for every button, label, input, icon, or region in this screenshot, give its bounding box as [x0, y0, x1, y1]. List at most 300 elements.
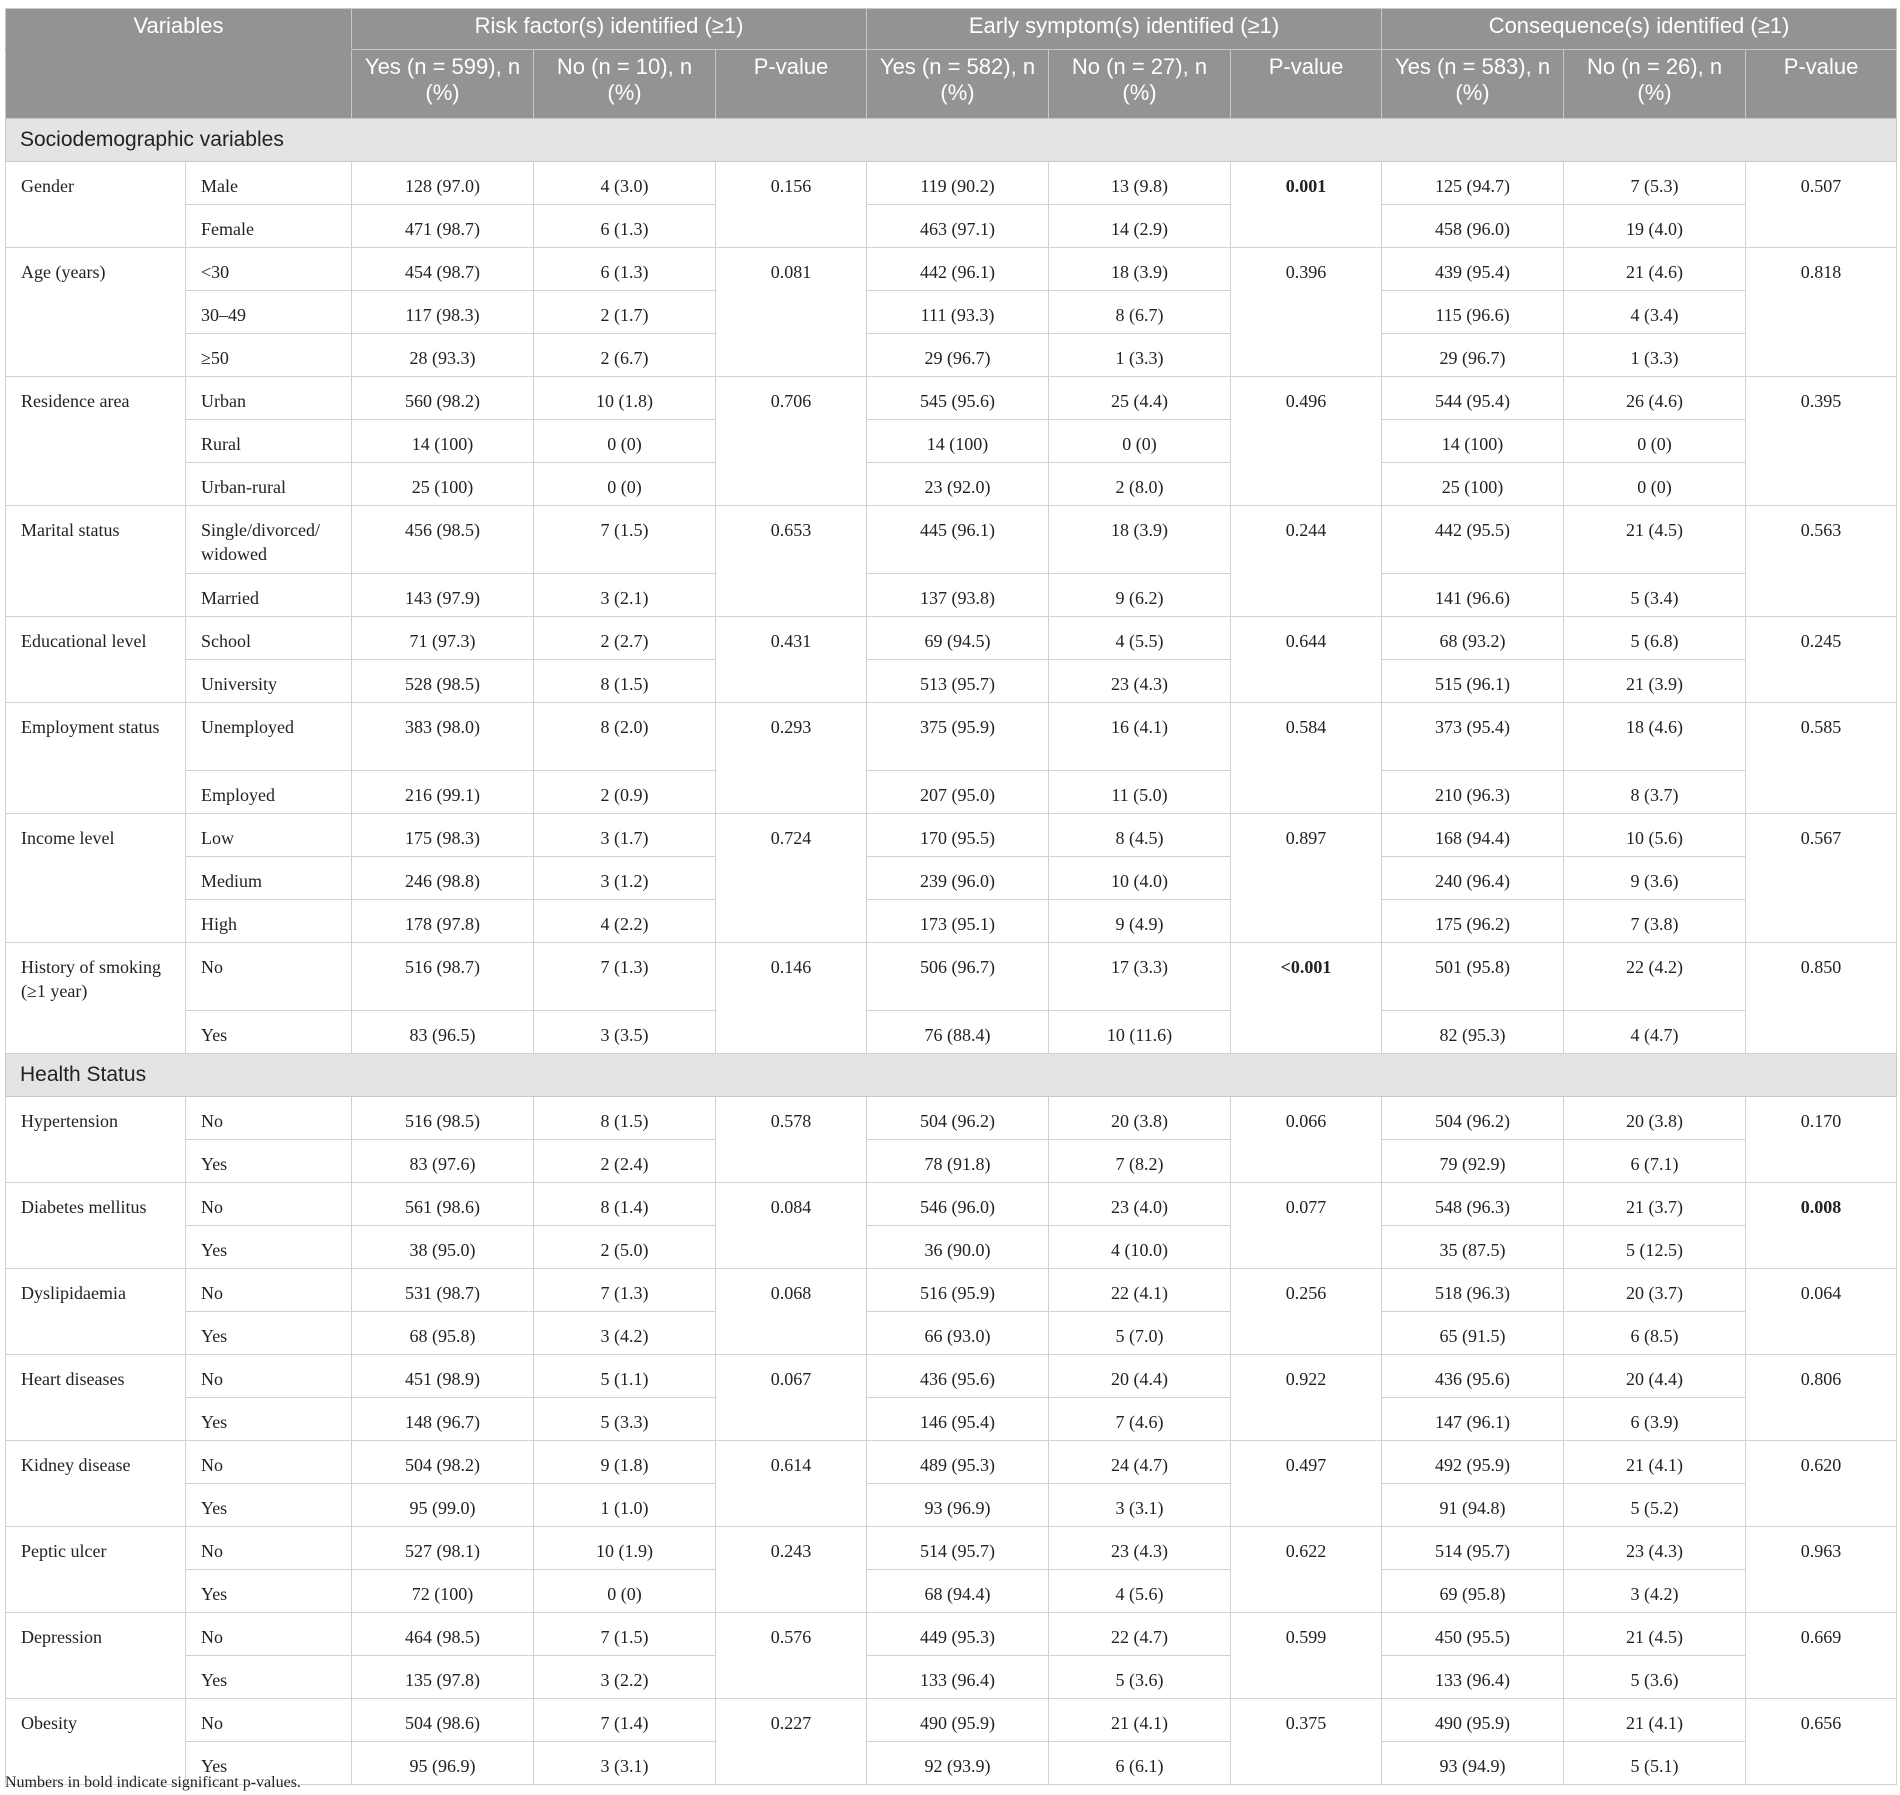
table-row: [6, 660, 1897, 703]
consequence-pvalue: 0.507: [1746, 162, 1897, 248]
subheader-risk-no: No (n = 10), n (%): [534, 50, 716, 119]
consequence-no-value: 21 (4.6): [1564, 248, 1746, 291]
symptom-no-value: 21 (4.1): [1049, 1699, 1231, 1742]
table-row: [6, 1441, 1897, 1484]
table-row: [6, 463, 1897, 506]
symptom-pvalue: 0.375: [1231, 1699, 1382, 1785]
consequence-no-value: 6 (7.1): [1564, 1140, 1746, 1183]
risk-no-value: 6 (1.3): [534, 205, 716, 248]
consequence-yes-value: 492 (95.9): [1382, 1441, 1564, 1484]
category-label: Unemployed: [186, 703, 352, 771]
symptom-yes-value: 239 (96.0): [867, 857, 1049, 900]
symptom-no-value: 11 (5.0): [1049, 771, 1231, 814]
risk-yes-value: 516 (98.5): [352, 1097, 534, 1140]
symptom-yes-value: 68 (94.4): [867, 1570, 1049, 1613]
symptom-no-value: 1 (3.3): [1049, 334, 1231, 377]
consequence-yes-value: 515 (96.1): [1382, 660, 1564, 703]
symptom-yes-value: 119 (90.2): [867, 162, 1049, 205]
symptom-no-value: 24 (4.7): [1049, 1441, 1231, 1484]
consequence-yes-value: 373 (95.4): [1382, 703, 1564, 771]
consequence-yes-value: 240 (96.4): [1382, 857, 1564, 900]
consequence-no-value: 20 (4.4): [1564, 1355, 1746, 1398]
risk-pvalue: 0.431: [716, 617, 867, 703]
header-group-consequences: Consequence(s) identified (≥1): [1382, 9, 1897, 50]
consequence-yes-value: 147 (96.1): [1382, 1398, 1564, 1441]
symptom-yes-value: 545 (95.6): [867, 377, 1049, 420]
symptom-no-value: 3 (3.1): [1049, 1484, 1231, 1527]
category-label: Medium: [186, 857, 352, 900]
symptom-yes-value: 514 (95.7): [867, 1527, 1049, 1570]
category-label: Married: [186, 574, 352, 617]
table-row: [6, 420, 1897, 463]
symptom-yes-value: 137 (93.8): [867, 574, 1049, 617]
category-label: Yes: [186, 1398, 352, 1441]
risk-yes-value: 175 (98.3): [352, 814, 534, 857]
risk-yes-value: 25 (100): [352, 463, 534, 506]
consequence-yes-value: 458 (96.0): [1382, 205, 1564, 248]
consequence-no-value: 5 (6.8): [1564, 617, 1746, 660]
symptom-yes-value: 449 (95.3): [867, 1613, 1049, 1656]
data-table: [5, 8, 1897, 1785]
consequence-no-value: 19 (4.0): [1564, 205, 1746, 248]
risk-no-value: 7 (1.5): [534, 1613, 716, 1656]
symptom-no-value: 9 (4.9): [1049, 900, 1231, 943]
variable-name: Marital status: [6, 506, 186, 617]
risk-yes-value: 527 (98.1): [352, 1527, 534, 1570]
consequence-no-value: 5 (3.4): [1564, 574, 1746, 617]
consequence-no-value: 0 (0): [1564, 420, 1746, 463]
risk-yes-value: 72 (100): [352, 1570, 534, 1613]
variable-name: Residence area: [6, 377, 186, 506]
table-row: [6, 1269, 1897, 1312]
category-label: Yes: [186, 1484, 352, 1527]
symptom-no-value: 22 (4.7): [1049, 1613, 1231, 1656]
risk-yes-value: 454 (98.7): [352, 248, 534, 291]
consequence-yes-value: 35 (87.5): [1382, 1226, 1564, 1269]
risk-pvalue: 0.614: [716, 1441, 867, 1527]
consequence-no-value: 18 (4.6): [1564, 703, 1746, 771]
symptom-no-value: 10 (11.6): [1049, 1011, 1231, 1054]
header-row-groups: [6, 9, 1897, 50]
consequence-pvalue: 0.585: [1746, 703, 1897, 814]
risk-yes-value: 464 (98.5): [352, 1613, 534, 1656]
category-label: University: [186, 660, 352, 703]
consequence-pvalue: 0.563: [1746, 506, 1897, 617]
symptom-no-value: 14 (2.9): [1049, 205, 1231, 248]
risk-no-value: 7 (1.3): [534, 943, 716, 1011]
symptom-no-value: 18 (3.9): [1049, 248, 1231, 291]
symptom-no-value: 22 (4.1): [1049, 1269, 1231, 1312]
risk-no-value: 2 (2.7): [534, 617, 716, 660]
table-row: [6, 1699, 1897, 1742]
symptom-no-value: 2 (8.0): [1049, 463, 1231, 506]
consequence-pvalue: 0.806: [1746, 1355, 1897, 1441]
risk-no-value: 5 (3.3): [534, 1398, 716, 1441]
risk-no-value: 3 (2.2): [534, 1656, 716, 1699]
symptom-pvalue: 0.001: [1231, 162, 1382, 248]
table-row: [6, 1140, 1897, 1183]
symptom-pvalue: 0.922: [1231, 1355, 1382, 1441]
consequence-no-value: 21 (4.5): [1564, 1613, 1746, 1656]
table-row: [6, 574, 1897, 617]
consequence-pvalue: 0.669: [1746, 1613, 1897, 1699]
symptom-yes-value: 29 (96.7): [867, 334, 1049, 377]
risk-no-value: 6 (1.3): [534, 248, 716, 291]
consequence-no-value: 23 (4.3): [1564, 1527, 1746, 1570]
table-row: [6, 1613, 1897, 1656]
risk-yes-value: 471 (98.7): [352, 205, 534, 248]
consequence-no-value: 1 (3.3): [1564, 334, 1746, 377]
table-row: [6, 248, 1897, 291]
consequence-pvalue: 0.850: [1746, 943, 1897, 1054]
risk-no-value: 7 (1.5): [534, 506, 716, 574]
consequence-yes-value: 548 (96.3): [1382, 1183, 1564, 1226]
consequence-pvalue: 0.170: [1746, 1097, 1897, 1183]
risk-no-value: 4 (2.2): [534, 900, 716, 943]
category-label: ≥50: [186, 334, 352, 377]
consequence-yes-value: 29 (96.7): [1382, 334, 1564, 377]
risk-no-value: 10 (1.8): [534, 377, 716, 420]
risk-no-value: 0 (0): [534, 1570, 716, 1613]
category-label: Yes: [186, 1011, 352, 1054]
risk-no-value: 0 (0): [534, 463, 716, 506]
section-row: [6, 119, 1897, 162]
consequence-no-value: 4 (4.7): [1564, 1011, 1746, 1054]
symptom-yes-value: 516 (95.9): [867, 1269, 1049, 1312]
variable-name: Hypertension: [6, 1097, 186, 1183]
risk-yes-value: 14 (100): [352, 420, 534, 463]
table-row: [6, 771, 1897, 814]
risk-no-value: 8 (2.0): [534, 703, 716, 771]
risk-no-value: 5 (1.1): [534, 1355, 716, 1398]
symptom-yes-value: 146 (95.4): [867, 1398, 1049, 1441]
table-row: [6, 334, 1897, 377]
table-row: [6, 1226, 1897, 1269]
consequence-pvalue: 0.395: [1746, 377, 1897, 506]
consequence-yes-value: 82 (95.3): [1382, 1011, 1564, 1054]
table-row: [6, 1398, 1897, 1441]
consequence-yes-value: 490 (95.9): [1382, 1699, 1564, 1742]
consequence-pvalue: 0.567: [1746, 814, 1897, 943]
variable-name: Educational level: [6, 617, 186, 703]
subheader-symptom-pvalue: P-value: [1231, 50, 1382, 119]
category-label: No: [186, 1699, 352, 1742]
symptom-pvalue: 0.497: [1231, 1441, 1382, 1527]
consequence-pvalue: 0.656: [1746, 1699, 1897, 1785]
symptom-no-value: 23 (4.3): [1049, 1527, 1231, 1570]
symptom-yes-value: 207 (95.0): [867, 771, 1049, 814]
table-row: [6, 1011, 1897, 1054]
consequence-pvalue: 0.963: [1746, 1527, 1897, 1613]
risk-yes-value: 143 (97.9): [352, 574, 534, 617]
risk-yes-value: 504 (98.2): [352, 1441, 534, 1484]
symptom-no-value: 23 (4.3): [1049, 660, 1231, 703]
variable-name: Peptic ulcer: [6, 1527, 186, 1613]
variable-name: Obesity: [6, 1699, 186, 1785]
consequence-pvalue: 0.620: [1746, 1441, 1897, 1527]
symptom-no-value: 4 (5.6): [1049, 1570, 1231, 1613]
consequence-yes-value: 65 (91.5): [1382, 1312, 1564, 1355]
subheader-symptom-yes: Yes (n = 582), n (%): [867, 50, 1049, 119]
consequence-pvalue: 0.818: [1746, 248, 1897, 377]
consequence-yes-value: 93 (94.9): [1382, 1742, 1564, 1785]
category-label: Yes: [186, 1742, 352, 1785]
risk-pvalue: 0.067: [716, 1355, 867, 1441]
symptom-pvalue: 0.396: [1231, 248, 1382, 377]
symptom-yes-value: 92 (93.9): [867, 1742, 1049, 1785]
risk-yes-value: 148 (96.7): [352, 1398, 534, 1441]
risk-no-value: 7 (1.3): [534, 1269, 716, 1312]
risk-no-value: 2 (5.0): [534, 1226, 716, 1269]
symptom-yes-value: 93 (96.9): [867, 1484, 1049, 1527]
symptom-yes-value: 23 (92.0): [867, 463, 1049, 506]
table-row: [6, 900, 1897, 943]
risk-pvalue: 0.653: [716, 506, 867, 617]
symptom-pvalue: 0.077: [1231, 1183, 1382, 1269]
consequence-pvalue: 0.008: [1746, 1183, 1897, 1269]
consequence-yes-value: 514 (95.7): [1382, 1527, 1564, 1570]
consequence-yes-value: 501 (95.8): [1382, 943, 1564, 1011]
risk-yes-value: 83 (96.5): [352, 1011, 534, 1054]
risk-yes-value: 451 (98.9): [352, 1355, 534, 1398]
symptom-no-value: 13 (9.8): [1049, 162, 1231, 205]
table-row: [6, 1097, 1897, 1140]
risk-pvalue: 0.068: [716, 1269, 867, 1355]
symptom-pvalue: 0.644: [1231, 617, 1382, 703]
consequence-no-value: 20 (3.7): [1564, 1269, 1746, 1312]
consequence-no-value: 26 (4.6): [1564, 377, 1746, 420]
symptom-yes-value: 14 (100): [867, 420, 1049, 463]
symptom-yes-value: 490 (95.9): [867, 1699, 1049, 1742]
symptom-yes-value: 375 (95.9): [867, 703, 1049, 771]
table-row: [6, 943, 1897, 1011]
symptom-yes-value: 133 (96.4): [867, 1656, 1049, 1699]
risk-yes-value: 83 (97.6): [352, 1140, 534, 1183]
table-row: [6, 506, 1897, 574]
risk-pvalue: 0.146: [716, 943, 867, 1054]
consequence-yes-value: 436 (95.6): [1382, 1355, 1564, 1398]
risk-no-value: 0 (0): [534, 420, 716, 463]
table-row: [6, 703, 1897, 771]
consequence-yes-value: 69 (95.8): [1382, 1570, 1564, 1613]
section-row: [6, 1054, 1897, 1097]
table-row: [6, 1527, 1897, 1570]
variable-name: Gender: [6, 162, 186, 248]
consequence-no-value: 21 (3.9): [1564, 660, 1746, 703]
consequence-no-value: 7 (3.8): [1564, 900, 1746, 943]
consequence-yes-value: 125 (94.7): [1382, 162, 1564, 205]
variable-name: Dyslipidaemia: [6, 1269, 186, 1355]
risk-yes-value: 128 (97.0): [352, 162, 534, 205]
category-label: No: [186, 1441, 352, 1484]
consequence-no-value: 6 (3.9): [1564, 1398, 1746, 1441]
symptom-yes-value: 76 (88.4): [867, 1011, 1049, 1054]
symptom-no-value: 8 (4.5): [1049, 814, 1231, 857]
symptom-no-value: 6 (6.1): [1049, 1742, 1231, 1785]
symptom-no-value: 23 (4.0): [1049, 1183, 1231, 1226]
category-label: No: [186, 1269, 352, 1312]
consequence-no-value: 3 (4.2): [1564, 1570, 1746, 1613]
risk-no-value: 1 (1.0): [534, 1484, 716, 1527]
symptom-pvalue: 0.066: [1231, 1097, 1382, 1183]
consequence-pvalue: 0.064: [1746, 1269, 1897, 1355]
risk-no-value: 3 (4.2): [534, 1312, 716, 1355]
symptom-no-value: 18 (3.9): [1049, 506, 1231, 574]
symptom-yes-value: 66 (93.0): [867, 1312, 1049, 1355]
risk-yes-value: 504 (98.6): [352, 1699, 534, 1742]
symptom-yes-value: 36 (90.0): [867, 1226, 1049, 1269]
risk-pvalue: 0.578: [716, 1097, 867, 1183]
risk-pvalue: 0.227: [716, 1699, 867, 1785]
category-label: School: [186, 617, 352, 660]
header-group-early-symptoms: Early symptom(s) identified (≥1): [867, 9, 1382, 50]
symptom-pvalue: 0.622: [1231, 1527, 1382, 1613]
symptom-no-value: 5 (7.0): [1049, 1312, 1231, 1355]
risk-no-value: 3 (3.5): [534, 1011, 716, 1054]
subheader-consequence-yes: Yes (n = 583), n (%): [1382, 50, 1564, 119]
symptom-pvalue: 0.897: [1231, 814, 1382, 943]
table-row: [6, 205, 1897, 248]
category-label: Urban: [186, 377, 352, 420]
category-label: Male: [186, 162, 352, 205]
category-label: Single/divorced/ widowed: [186, 506, 352, 574]
category-label: Female: [186, 205, 352, 248]
consequence-yes-value: 439 (95.4): [1382, 248, 1564, 291]
variable-name: Income level: [6, 814, 186, 943]
symptom-yes-value: 546 (96.0): [867, 1183, 1049, 1226]
category-label: No: [186, 1183, 352, 1226]
symptom-no-value: 17 (3.3): [1049, 943, 1231, 1011]
risk-no-value: 9 (1.8): [534, 1441, 716, 1484]
consequence-no-value: 5 (12.5): [1564, 1226, 1746, 1269]
symptom-pvalue: 0.584: [1231, 703, 1382, 814]
symptom-no-value: 4 (10.0): [1049, 1226, 1231, 1269]
category-label: Employed: [186, 771, 352, 814]
variable-name: Age (years): [6, 248, 186, 377]
risk-yes-value: 560 (98.2): [352, 377, 534, 420]
category-label: Yes: [186, 1140, 352, 1183]
consequence-no-value: 21 (4.1): [1564, 1441, 1746, 1484]
symptom-yes-value: 463 (97.1): [867, 205, 1049, 248]
consequence-yes-value: 210 (96.3): [1382, 771, 1564, 814]
consequence-yes-value: 25 (100): [1382, 463, 1564, 506]
symptom-yes-value: 489 (95.3): [867, 1441, 1049, 1484]
risk-yes-value: 95 (99.0): [352, 1484, 534, 1527]
consequence-no-value: 7 (5.3): [1564, 162, 1746, 205]
table-row: [6, 1570, 1897, 1613]
consequence-yes-value: 518 (96.3): [1382, 1269, 1564, 1312]
risk-pvalue: 0.081: [716, 248, 867, 377]
symptom-no-value: 16 (4.1): [1049, 703, 1231, 771]
table-row: [6, 617, 1897, 660]
symptom-yes-value: 513 (95.7): [867, 660, 1049, 703]
consequence-no-value: 21 (3.7): [1564, 1183, 1746, 1226]
table-row: [6, 1183, 1897, 1226]
consequence-no-value: 0 (0): [1564, 463, 1746, 506]
consequence-no-value: 9 (3.6): [1564, 857, 1746, 900]
consequence-yes-value: 115 (96.6): [1382, 291, 1564, 334]
risk-yes-value: 117 (98.3): [352, 291, 534, 334]
table-row: [6, 1312, 1897, 1355]
category-label: No: [186, 1613, 352, 1656]
risk-yes-value: 71 (97.3): [352, 617, 534, 660]
subheader-symptom-no: No (n = 27), n (%): [1049, 50, 1231, 119]
consequence-yes-value: 175 (96.2): [1382, 900, 1564, 943]
symptom-no-value: 5 (3.6): [1049, 1656, 1231, 1699]
symptom-no-value: 10 (4.0): [1049, 857, 1231, 900]
consequence-no-value: 5 (5.2): [1564, 1484, 1746, 1527]
risk-pvalue: 0.156: [716, 162, 867, 248]
symptom-pvalue: 0.244: [1231, 506, 1382, 617]
symptom-no-value: 7 (4.6): [1049, 1398, 1231, 1441]
risk-pvalue: 0.243: [716, 1527, 867, 1613]
section-title: Sociodemographic variables: [6, 119, 1897, 162]
symptom-yes-value: 442 (96.1): [867, 248, 1049, 291]
variable-name: Heart diseases: [6, 1355, 186, 1441]
risk-yes-value: 38 (95.0): [352, 1226, 534, 1269]
symptom-no-value: 0 (0): [1049, 420, 1231, 463]
subheader-risk-pvalue: P-value: [716, 50, 867, 119]
consequence-no-value: 6 (8.5): [1564, 1312, 1746, 1355]
category-label: No: [186, 1097, 352, 1140]
symptom-yes-value: 504 (96.2): [867, 1097, 1049, 1140]
consequence-yes-value: 442 (95.5): [1382, 506, 1564, 574]
header-empty-cell: [6, 50, 352, 119]
risk-yes-value: 28 (93.3): [352, 334, 534, 377]
consequence-yes-value: 141 (96.6): [1382, 574, 1564, 617]
risk-pvalue: 0.706: [716, 377, 867, 506]
symptom-yes-value: 445 (96.1): [867, 506, 1049, 574]
symptom-pvalue: <0.001: [1231, 943, 1382, 1054]
risk-yes-value: 383 (98.0): [352, 703, 534, 771]
risk-pvalue: 0.084: [716, 1183, 867, 1269]
consequence-yes-value: 14 (100): [1382, 420, 1564, 463]
risk-no-value: 2 (6.7): [534, 334, 716, 377]
variable-name: Depression: [6, 1613, 186, 1699]
table-row: [6, 377, 1897, 420]
risk-no-value: 3 (1.7): [534, 814, 716, 857]
risk-no-value: 4 (3.0): [534, 162, 716, 205]
symptom-pvalue: 0.496: [1231, 377, 1382, 506]
category-label: High: [186, 900, 352, 943]
category-label: No: [186, 943, 352, 1011]
risk-yes-value: 68 (95.8): [352, 1312, 534, 1355]
risk-yes-value: 135 (97.8): [352, 1656, 534, 1699]
subheader-consequence-pvalue: P-value: [1746, 50, 1897, 119]
symptom-pvalue: 0.599: [1231, 1613, 1382, 1699]
risk-yes-value: 246 (98.8): [352, 857, 534, 900]
consequence-no-value: 5 (3.6): [1564, 1656, 1746, 1699]
consequence-yes-value: 504 (96.2): [1382, 1097, 1564, 1140]
symptom-no-value: 20 (4.4): [1049, 1355, 1231, 1398]
category-label: 30–49: [186, 291, 352, 334]
risk-no-value: 8 (1.4): [534, 1183, 716, 1226]
header-row-subheaders: [6, 50, 1897, 119]
symptom-pvalue: 0.256: [1231, 1269, 1382, 1355]
table-row: [6, 291, 1897, 334]
risk-yes-value: 516 (98.7): [352, 943, 534, 1011]
category-label: Yes: [186, 1312, 352, 1355]
data-table-container: [5, 8, 1895, 1785]
variable-name: History of smoking (≥1 year): [6, 943, 186, 1054]
risk-yes-value: 531 (98.7): [352, 1269, 534, 1312]
category-label: No: [186, 1355, 352, 1398]
consequence-no-value: 21 (4.5): [1564, 506, 1746, 574]
header-group-risk-factors: Risk factor(s) identified (≥1): [352, 9, 867, 50]
risk-no-value: 2 (0.9): [534, 771, 716, 814]
consequence-no-value: 4 (3.4): [1564, 291, 1746, 334]
variable-name: Kidney disease: [6, 1441, 186, 1527]
